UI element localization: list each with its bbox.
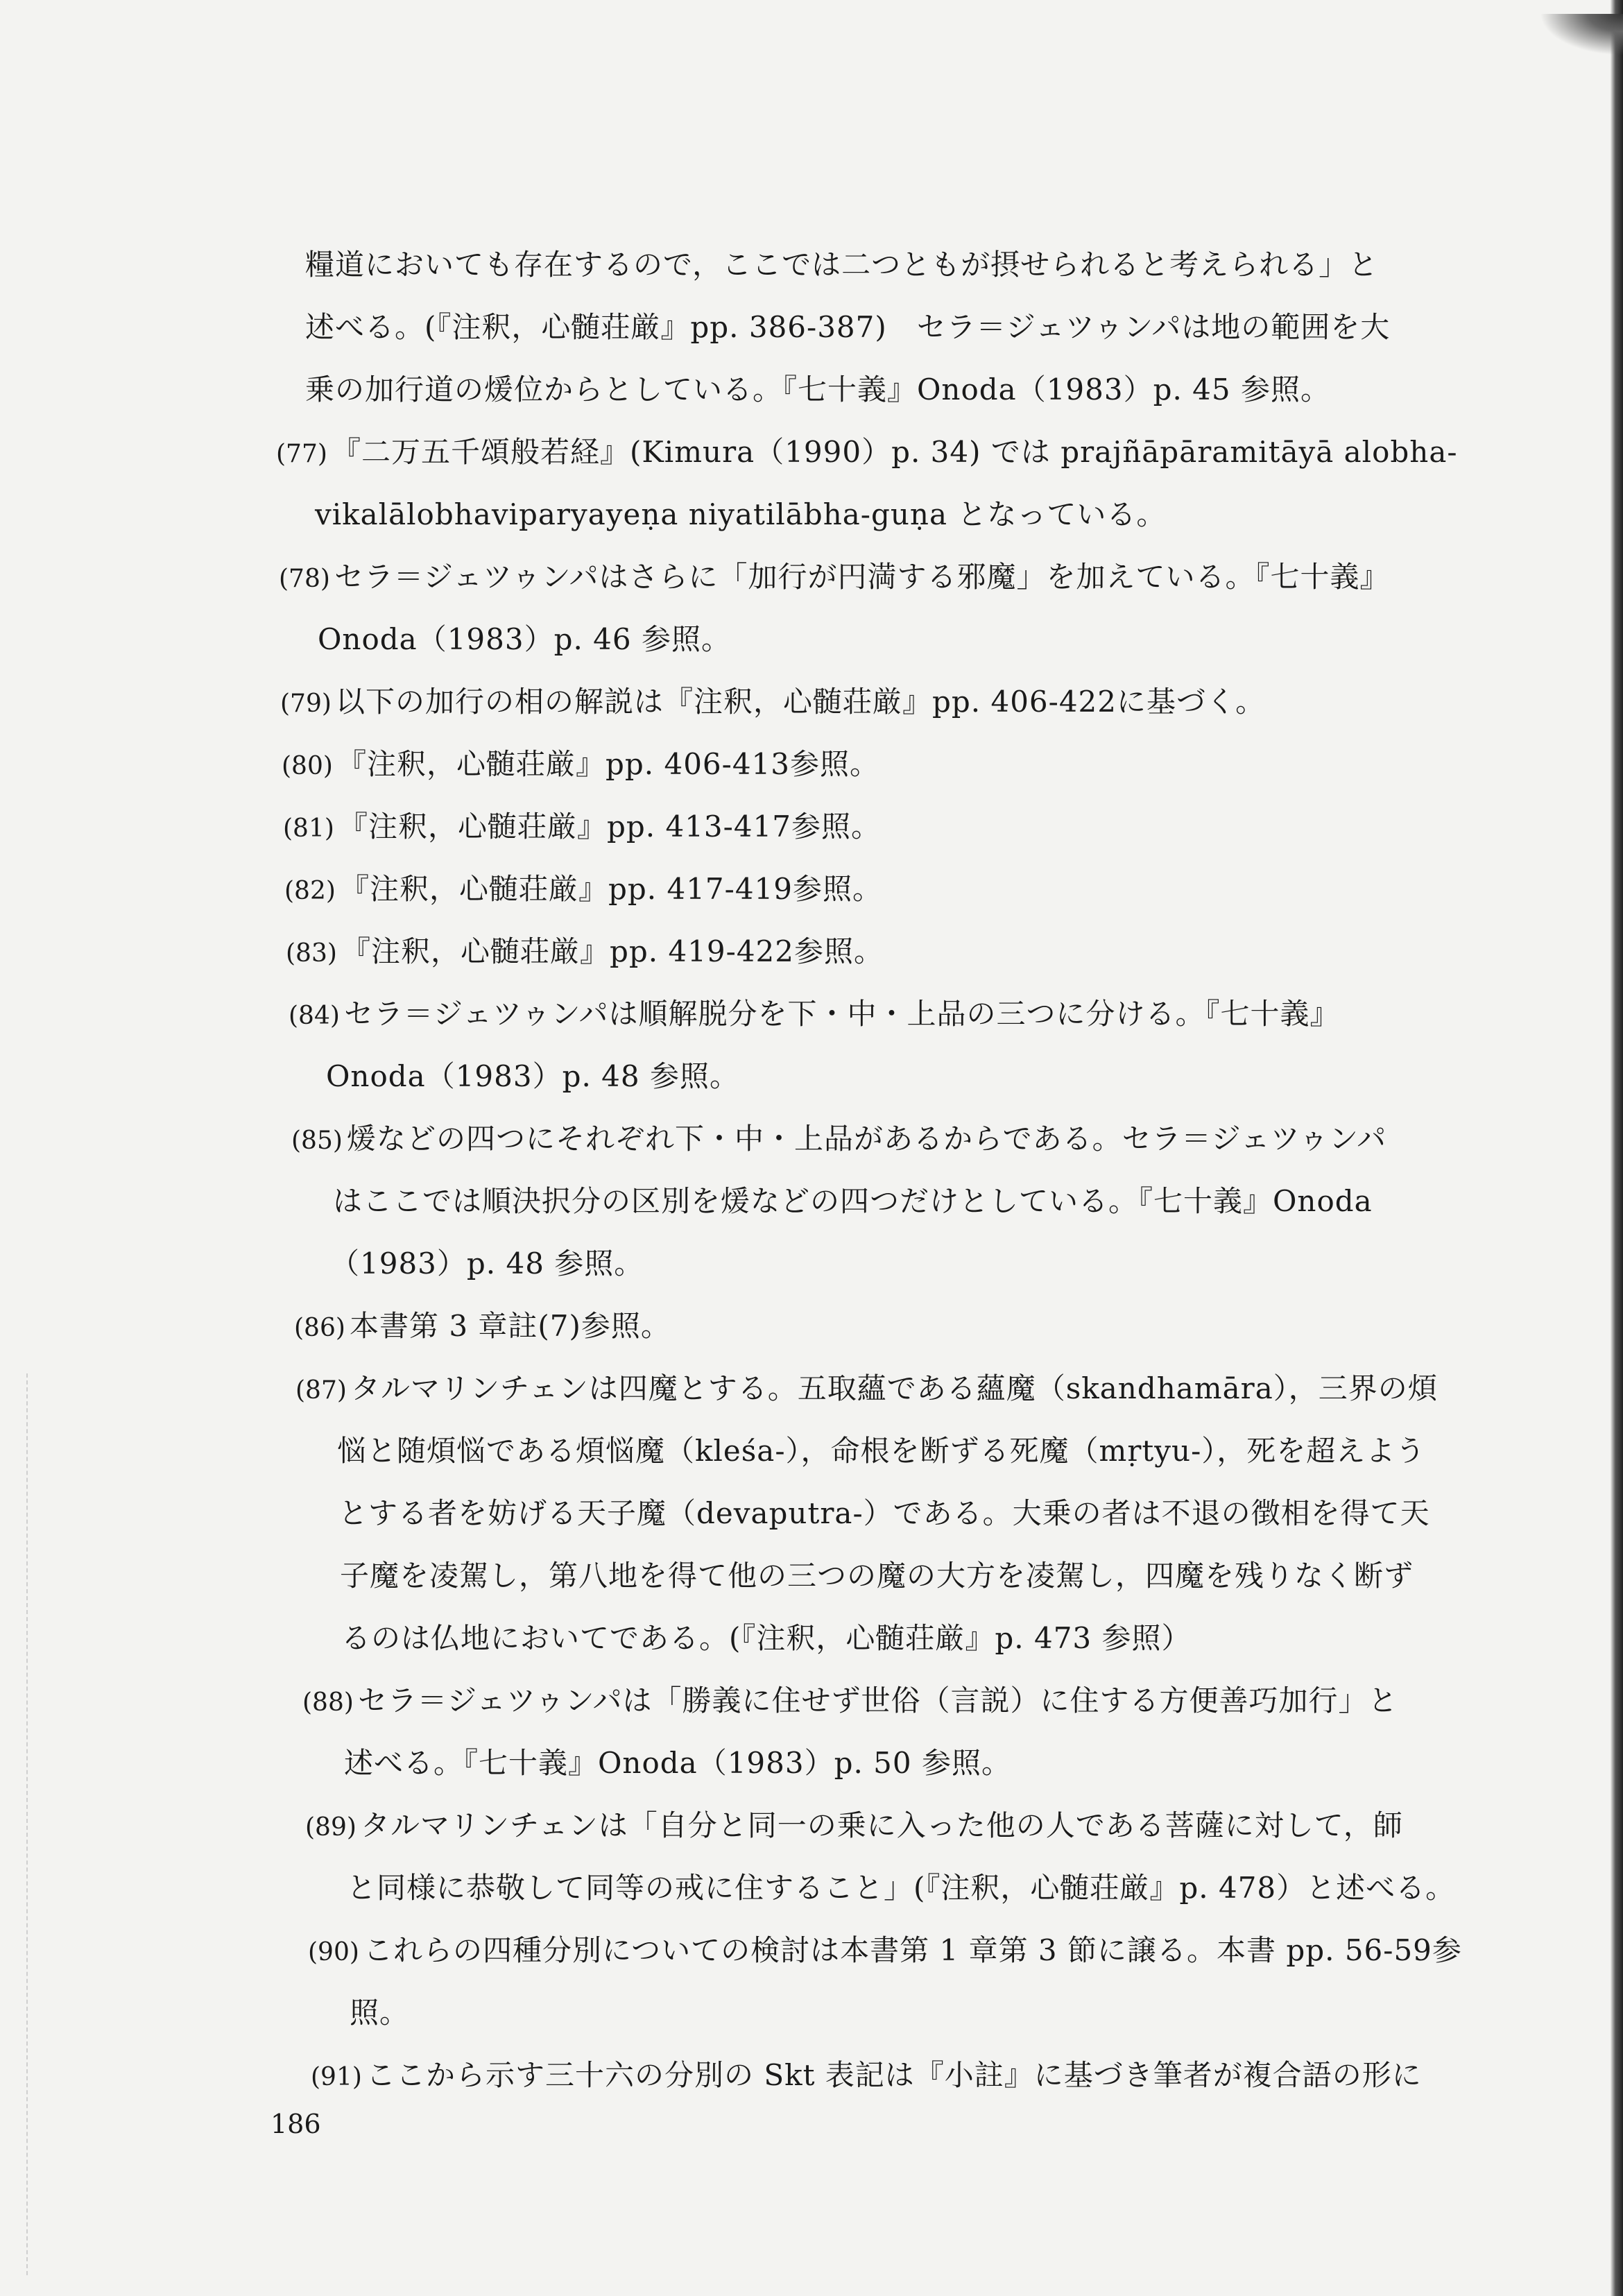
footnote-80: (80) 『注釈，心髄荘厳』pp. 406-413参照。 — [282, 747, 879, 781]
footnote-81: (81) 『注釈，心髄荘厳』pp. 413-417参照。 — [283, 809, 881, 843]
footnote-87: (87) タルマリンチェンは四魔とする。五取蘊である蘊魔（skandhamāra），三界の煩 — [295, 1371, 1438, 1405]
text-line: 悩と随煩悩である煩悩魔（kleśa-），命根を断ずる死魔（mṛtyu-），死を超えよう — [337, 1434, 1426, 1468]
footnote-89: (89) タルマリンチェンは「自分と同一の乗に入った他の人である菩薩に対して，師 — [305, 1808, 1403, 1842]
footnote-91: (91) ここから示す三十六の分別の Skt 表記は『小註』に基づき筆者が複合語の形に — [311, 2058, 1422, 2092]
footnote-85: (85) 煖などの四つにそれぞれ下・中・上品があるからである。セラ＝ジェツゥンパ — [291, 1122, 1387, 1156]
text-line: Onoda（1983）p. 48 参照。 — [326, 1059, 739, 1093]
text-line: （1983）p. 48 参照。 — [330, 1246, 644, 1280]
footnote-number: (85) — [291, 1126, 343, 1155]
text-line: 子魔を凌駕し，第八地を得て他の三つの魔の大方を凌駕し，四魔を残りなく断ず — [340, 1559, 1414, 1593]
text-line: 照。 — [350, 1996, 410, 2030]
scan-edge — [1611, 0, 1623, 2296]
footnote-number: (81) — [283, 814, 334, 843]
footnote-78: (78) セラ＝ジェツゥンパはさらに「加行が円満する邪魔」を加えている。『七十義』 — [279, 560, 1390, 594]
footnote-82: (82) 『注釈，心髄荘厳』pp. 417-419参照。 — [284, 872, 882, 906]
footnote-number: (88) — [302, 1688, 354, 1717]
footnote-86: (86) 本書第 3 章註(7)参照。 — [294, 1309, 671, 1343]
text-line: とする者を妨げる天子魔（devaputra-）である。大乗の者は不退の徴相を得て天 — [338, 1496, 1430, 1530]
footnote-number: (84) — [289, 1002, 340, 1030]
footnote-90: (90) これらの四種分別についての検討は本書第 1 章第 3 節に譲る。本書 pp. 56-59参 — [308, 1933, 1462, 1967]
footnote-number: (79) — [280, 689, 332, 718]
footnote-number: (89) — [305, 1813, 357, 1842]
text-line: と同様に恭敬して同等の戒に住すること」(『注釈，心髄荘厳』p. 478）と述べる。 — [347, 1871, 1456, 1905]
text-line: 述べる。『七十義』Onoda（1983）p. 50 参照。 — [344, 1746, 1011, 1780]
footnote-number: (77) — [276, 440, 327, 468]
footnote-number: (91) — [311, 2063, 362, 2091]
footnote-number: (82) — [284, 877, 336, 905]
text-line: るのは仏地においてである。(『注釈，心髄荘厳』p. 473 参照） — [341, 1621, 1192, 1655]
text-line: 糧道においても存在するので，ここでは二つともが摂せられると考えられる」と — [305, 248, 1379, 282]
text-line: 述べる。(『注釈，心髄荘厳』pp. 386-387) セラ＝ジェツゥンパは地の範囲を大 — [305, 310, 1391, 344]
scan-shadow — [1540, 14, 1623, 55]
text-line: Onoda（1983）p. 46 参照。 — [318, 622, 731, 656]
footnote-number: (86) — [294, 1314, 345, 1342]
footnote-number: (90) — [308, 1938, 359, 1967]
margin-marks — [26, 1373, 31, 2275]
footnote-84: (84) セラ＝ジェツゥンパは順解脱分を下・中・上品の三つに分ける。『七十義』 — [289, 997, 1340, 1031]
footnote-83: (83) 『注釈，心髄荘厳』pp. 419-422参照。 — [286, 934, 884, 968]
text-line: vikalālobhaviparyayeṇa niyatilābha-guṇa となっている。 — [315, 497, 1167, 531]
footnote-number: (87) — [295, 1376, 347, 1405]
footnote-88: (88) セラ＝ジェツゥンパは「勝義に住せず世俗（言説）に住する方便善巧加行」と — [302, 1684, 1398, 1717]
text-line: 乗の加行道の煖位からとしている。『七十義』Onoda（1983）p. 45 参照。 — [305, 372, 1330, 406]
page-number: 186 — [270, 2109, 321, 2139]
footnote-number: (83) — [286, 939, 337, 968]
text-line: はここでは順決択分の区別を煖などの四つだけとしている。『七十義』Onoda — [333, 1184, 1373, 1218]
footnote-number: (80) — [282, 752, 333, 780]
footnote-77: (77) 『二万五千頌般若経』(Kimura（1990）p. 34) では prajñāpāramitāyā alobha- — [276, 435, 1458, 469]
footnote-79: (79) 以下の加行の相の解説は『注釈，心髄荘厳』pp. 406-422に基づく。 — [280, 685, 1266, 719]
footnotes-block — [264, 248, 1462, 2123]
footnote-number: (78) — [279, 565, 330, 593]
